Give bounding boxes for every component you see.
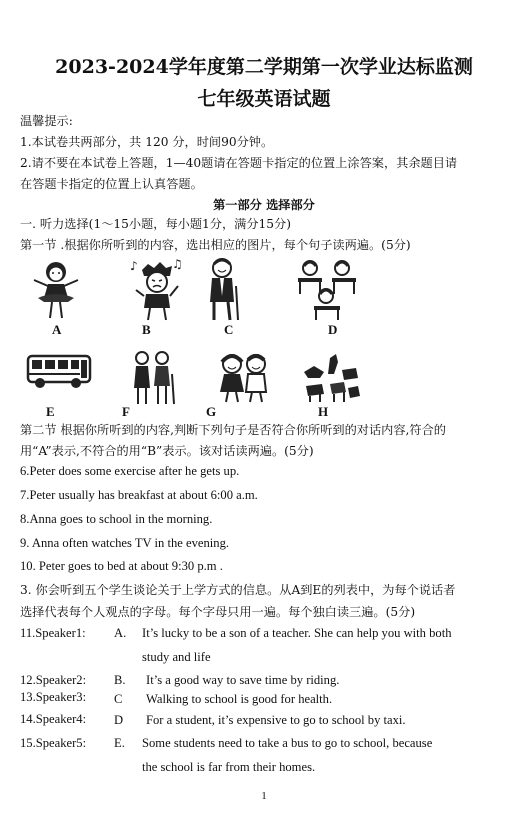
notice-heading: 温馨提示:	[20, 114, 73, 128]
speaker-1-label: 11.Speaker1:	[20, 626, 86, 640]
speaker-2-label: 12.Speaker2:	[20, 673, 87, 687]
option-d-letter: D	[114, 713, 124, 727]
sentence-9: 9. Anna often watches TV in the evening.	[20, 536, 230, 550]
ballet-dancer-girl-icon	[28, 258, 86, 322]
students-at-desks-icon	[296, 258, 358, 322]
option-e-letter: E.	[114, 736, 125, 750]
picture-label-b: B	[142, 322, 151, 337]
picture-label-g: G	[206, 404, 217, 419]
section-1-instruction: 第一节 .根据你所听到的内容，选出相应的图片，每个句子读两遍。(5分)	[20, 238, 411, 252]
option-e-text: Some students need to take a bus to go to school, because	[142, 736, 433, 750]
speaker-5-label: 15.Speaker5:	[20, 736, 87, 750]
exam-title: 2023-2024学年度第二学期第一次学业达标监测	[55, 56, 473, 78]
picture-label-h: H	[318, 404, 329, 419]
option-c-text: Walking to school is good for health.	[146, 692, 333, 706]
picture-label-e: E	[46, 404, 55, 419]
speaker-3-label: 13.Speaker3:	[20, 690, 87, 704]
sentence-7: 7.Peter usually has breakfast at about 6:00 a.m.	[20, 488, 258, 502]
option-b-letter: B.	[114, 673, 126, 687]
notice-item-1: 1.本试卷共两部分，共 120 分，时间90分钟。	[20, 135, 274, 149]
old-man-with-cane-icon	[200, 256, 248, 322]
picture-label-c: C	[224, 322, 234, 337]
svg-text:♫: ♫	[172, 257, 183, 271]
section-3-instruction-b: 选择代表每个人观点的字母。每个字母只用一遍。每个独白读三遍。(5分)	[20, 605, 416, 619]
section-2-instruction-a: 第二节 根据你所听到的内容,判断下列句子是否符合你所听到的对话内容,符合的	[20, 423, 446, 437]
notice-item-2b: 在答题卡指定的位置上认真答题。	[20, 177, 203, 191]
sentence-8: 8.Anna goes to school in the morning.	[20, 512, 213, 526]
elderly-couple-icon	[128, 350, 178, 406]
option-e-text-continued: the school is far from their homes.	[142, 760, 316, 774]
animals-icon	[300, 352, 362, 404]
section-1-heading: 一. 听力选择(1～15小题，每小题1分，满分15分)	[20, 217, 291, 231]
section-3-instruction-a: 3. 你会听到五个学生谈论关于上学方式的信息。从A到E的列表中，为每个说话者	[20, 583, 456, 597]
picture-label-a: A	[52, 322, 62, 337]
svg-text:♪: ♪	[130, 259, 138, 273]
option-c-letter: C	[114, 692, 123, 706]
sentence-10: 10. Peter goes to bed at about 9:30 p.m .	[20, 559, 223, 573]
option-b-text: It’s a good way to save time by riding.	[146, 673, 340, 687]
option-a-text: It’s lucky to be a son of a teacher. She can help you with both	[142, 626, 452, 640]
sentence-6: 6.Peter does some exercise after he gets up.	[20, 464, 240, 478]
exam-subtitle: 七年级英语试题	[197, 88, 331, 110]
part-1-heading: 第一部分 选择部分	[213, 198, 315, 212]
option-a-text-continued: study and life	[142, 650, 211, 664]
picture-label-f: F	[122, 404, 130, 419]
option-a-letter: A.	[114, 626, 127, 640]
speaker-4-label: 14.Speaker4:	[20, 712, 87, 726]
page-number: 1	[261, 790, 267, 802]
option-d-text: For a student, it’s expensive to go to school by taxi.	[146, 713, 406, 727]
happy-children-icon	[212, 352, 274, 404]
angry-boy-music-icon	[128, 256, 186, 322]
picture-label-d: D	[328, 322, 338, 337]
section-2-instruction-b: 用“A”表示,不符合的用“B”表示。该对话读两遍。(5分)	[20, 444, 314, 458]
school-bus-icon	[26, 352, 92, 390]
notice-item-2a: 2.请不要在本试卷上答题，1—40题请在答题卡指定的位置上涂答案，其余题目请	[20, 156, 458, 170]
